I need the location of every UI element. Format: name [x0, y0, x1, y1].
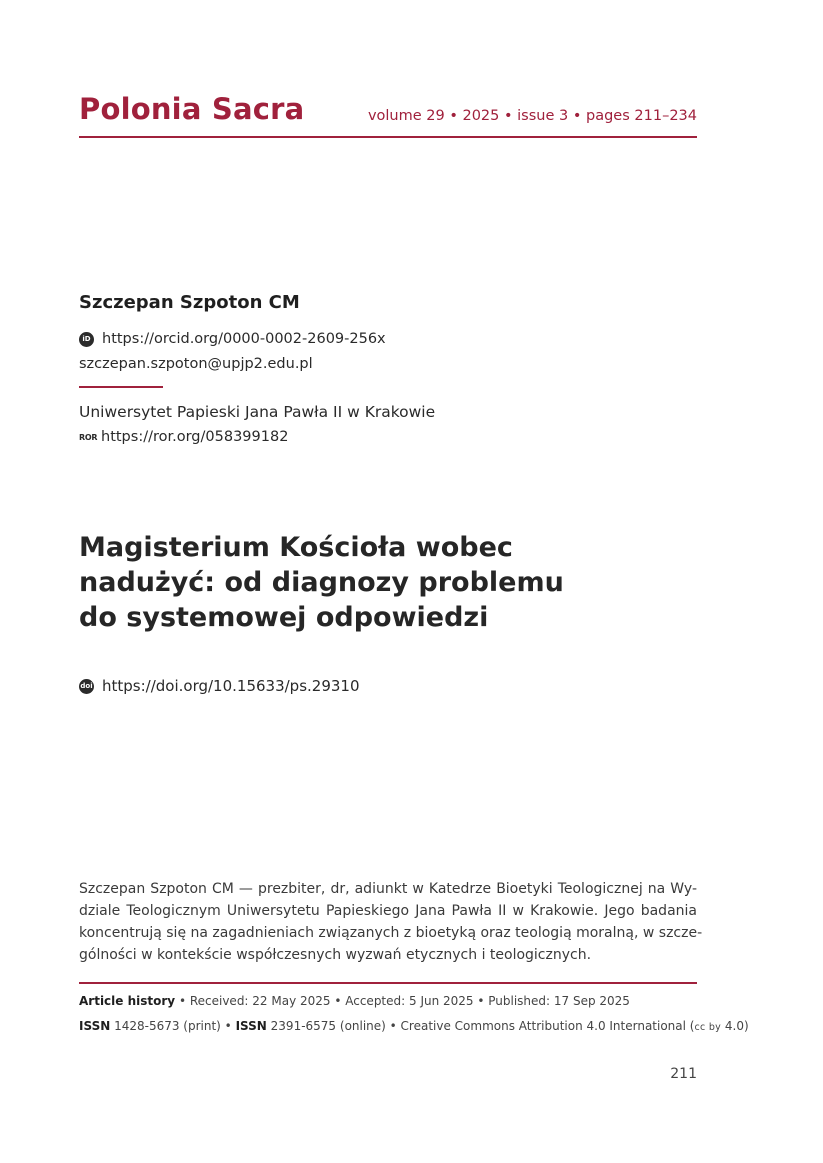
issn-label-print: ISSN: [79, 1019, 111, 1033]
ror-line: [79, 429, 288, 445]
issn-line: [79, 1019, 749, 1033]
article-title-line-2: nadużyć: od diagnozy problemu: [79, 567, 564, 598]
header-divider: [79, 136, 697, 138]
bio-line-4: gólności w kontekście współczesnych wyzwań etycznych i teologicznych.: [79, 947, 592, 963]
issn-label-online: ISSN: [235, 1019, 267, 1033]
orcid-icon: iD: [79, 332, 94, 347]
doi-link[interactable]: https://doi.org/10.15633/ps.29310: [102, 677, 360, 695]
author-divider: [79, 386, 163, 388]
bio-line-3: koncentrują się na zagadnieniach związanych z bioetyką oraz teologią moralną, w szcze-: [79, 925, 703, 941]
ror-link[interactable]: https://ror.org/058399182: [101, 429, 289, 445]
orcid-line: [79, 331, 386, 347]
journal-title: Polonia Sacra: [79, 92, 305, 126]
issn-print: 1428-5673 (print) •: [110, 1019, 236, 1033]
history-label: Article history: [79, 994, 176, 1008]
orcid-link[interactable]: https://orcid.org/0000-0002-2609-256x: [102, 331, 386, 347]
author-bio: [79, 878, 703, 966]
article-title-line-3: do systemowej odpowiedzi: [79, 602, 489, 633]
cc-version: 4.0): [721, 1019, 749, 1033]
author-name: Szczepan Szpoton CM: [79, 292, 300, 313]
page-number: 211: [670, 1066, 697, 1082]
article-title: [79, 530, 639, 635]
doi-line: [79, 677, 360, 695]
bio-line-2: dziale Teologicznym Uniwersytetu Papieskiego Jana Pawła II w Krakowie. Jego badania: [79, 903, 697, 919]
article-title-line-1: Magisterium Kościoła wobec: [79, 532, 513, 563]
ror-icon: ROR: [79, 432, 98, 442]
bio-line-1: Szczepan Szpoton CM — prezbiter, dr, adiunkt w Katedrze Bioetyki Teologicznej na Wy-: [79, 881, 697, 897]
issn-online: 2391-6575 (online) • Creative Commons Attribution 4.0 International (: [266, 1019, 695, 1033]
author-email[interactable]: szczepan.szpoton@upjp2.edu.pl: [79, 356, 313, 372]
affiliation: Uniwersytet Papieski Jana Pawła II w Krakowie: [79, 403, 436, 421]
doi-icon: doi: [79, 679, 94, 694]
history-dates: • Received: 22 May 2025 • Accepted: 5 Jun 2025 • Published: 17 Sep 2025: [175, 994, 630, 1008]
cc-by: cc by: [694, 1022, 722, 1033]
article-history: [79, 994, 630, 1008]
footer-divider: [79, 982, 697, 984]
issue-info: volume 29 • 2025 • issue 3 • pages 211–234: [367, 108, 697, 124]
